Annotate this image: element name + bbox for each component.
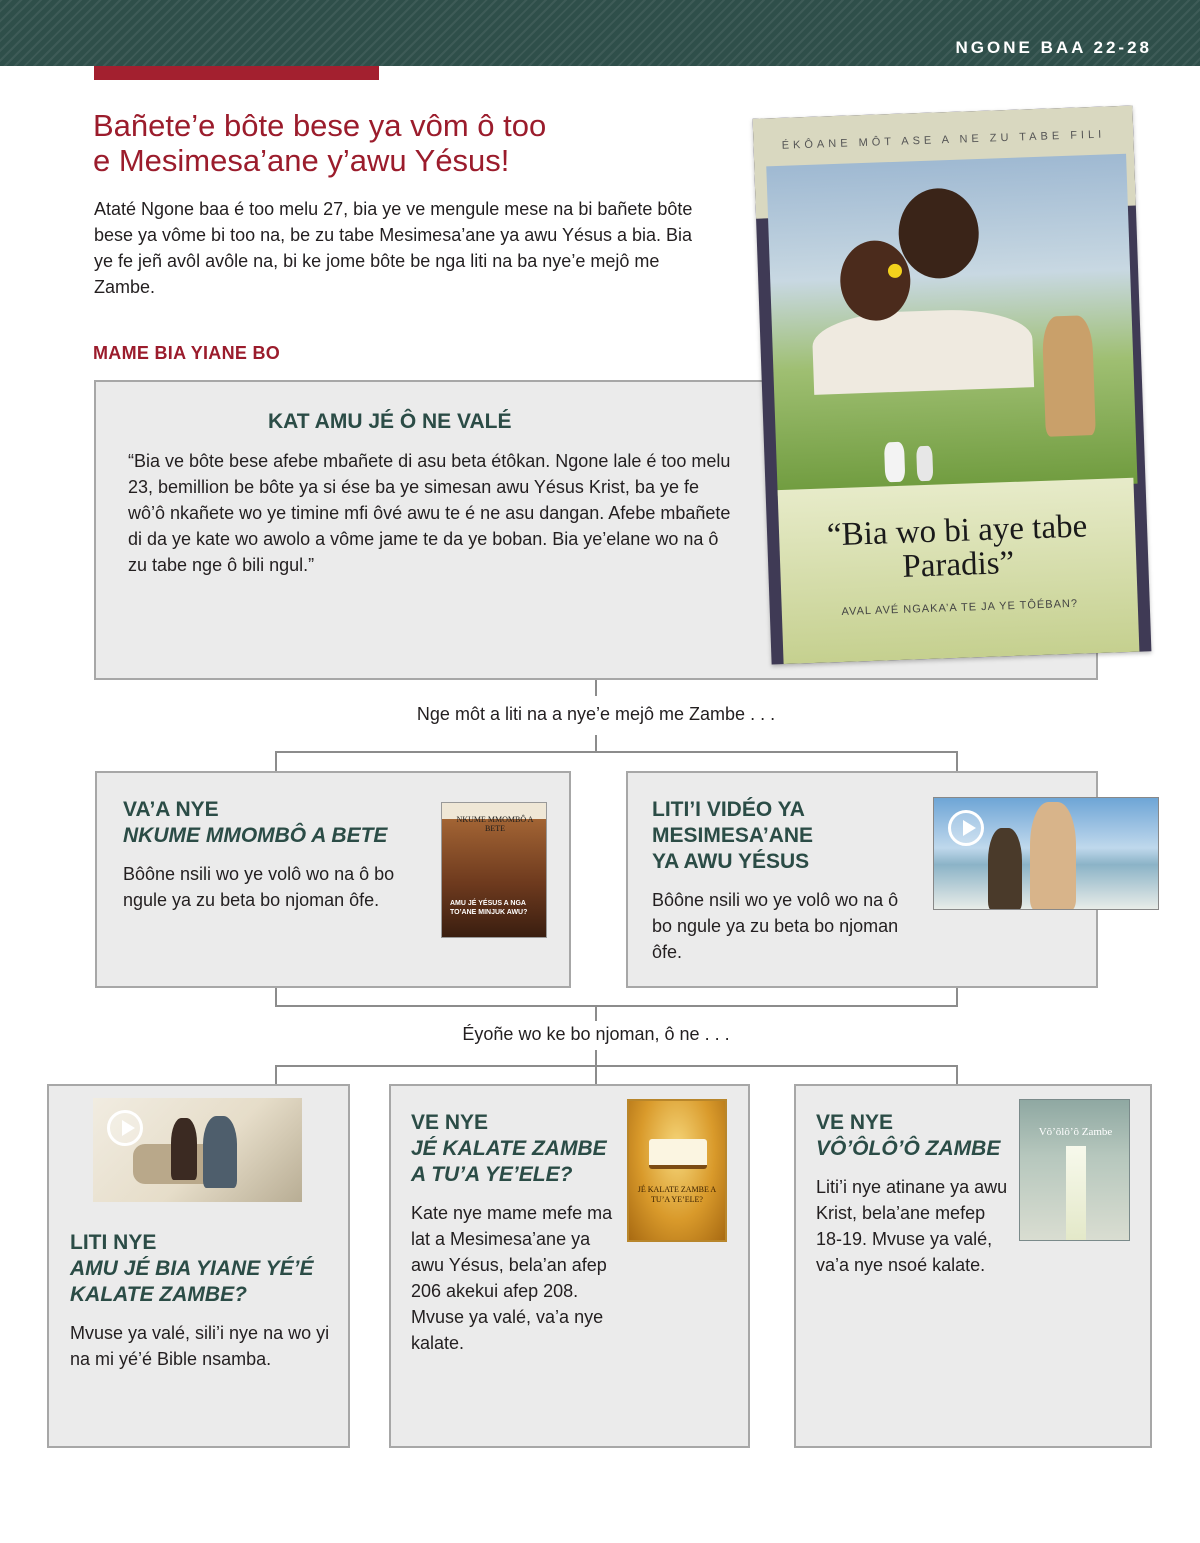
book-cover[interactable] bbox=[627, 1099, 727, 1242]
connector-line bbox=[595, 1065, 597, 1085]
brochure-cover[interactable] bbox=[753, 106, 1152, 665]
connector-line bbox=[275, 1065, 277, 1085]
brochure-title-line2: Paradis” bbox=[901, 544, 1015, 585]
book-cover-title: JÉ KALATE ZAMBE A TU’A YE’ELE? bbox=[637, 1185, 717, 1204]
card-book-heading bbox=[411, 1110, 626, 1188]
video-thumbnail-man bbox=[203, 1116, 237, 1188]
header-band bbox=[0, 0, 1200, 66]
connector-line bbox=[956, 751, 958, 772]
brochure-photo-man bbox=[897, 187, 980, 280]
connector-line bbox=[275, 988, 277, 1006]
step-caption-1: Nge môt a liti na a nye’e mejô me Zambe . . . bbox=[416, 704, 776, 724]
card-book-heading-line2: JÉ KALATE ZAMBE bbox=[411, 1137, 607, 1160]
play-icon[interactable] bbox=[948, 810, 984, 846]
connector-line bbox=[956, 1065, 958, 1085]
video-thumbnail-man bbox=[988, 828, 1022, 910]
connector-line bbox=[956, 988, 958, 1006]
play-icon[interactable] bbox=[107, 1110, 143, 1146]
magazine-cover[interactable] bbox=[441, 802, 547, 938]
step-caption-2: Éyoñe wo ke bo njoman, ô ne . . . bbox=[462, 1024, 730, 1044]
accent-tab bbox=[94, 66, 379, 80]
brochure-title bbox=[779, 508, 1137, 588]
card-book-heading-line1: VE NYE bbox=[411, 1111, 489, 1134]
card-bible-video-heading-line1: LITI NYE bbox=[70, 1231, 157, 1254]
card-bible-video-text: Mvuse ya valé, sili’i nye na wo yi na mi yé’é Bible nsamba. bbox=[70, 1323, 330, 1369]
card-word-heading-line1: VE NYE bbox=[816, 1111, 894, 1134]
open-book-icon bbox=[649, 1139, 707, 1169]
connector-line bbox=[275, 751, 958, 753]
card-magazine-heading-line2: NKUME MMOMBÔ A BETE bbox=[123, 824, 388, 847]
brochure-title-panel bbox=[778, 478, 1140, 664]
card-bible-video-heading bbox=[70, 1230, 340, 1308]
brochure-photo-child bbox=[916, 446, 933, 482]
card-book-text: Kate nye mame mefe ma lat a Mesimesa’ane ya awu Yésus, bela’an afep 206 akekui afep 208. Mvuse ya valé, va’a nye kalate. bbox=[411, 1203, 613, 1353]
quote-text: “Bia ve bôte bese afebe mbañete di asu beta étôkan. Ngone lale é too melu 23, bemillion be bôte ya si ése ba ye simesan awu Yésus Krist, ba ye fe wô’ô nkañete wo ye timine mfi ôvé awu te é ne asu dangan. Afebe mbañete di da ye kate wo awolo a vôme jame te da ye boban. Bia ye’elane wo na ô zu tabe nge ô bili ngul.” bbox=[128, 451, 731, 575]
word-cover-title: Vô’ôlô’ô Zambe bbox=[1038, 1126, 1113, 1138]
horse-icon bbox=[884, 442, 905, 483]
card-book-heading-line3: A TU’A YE’ELE? bbox=[411, 1163, 573, 1186]
brochure-photo bbox=[766, 154, 1137, 496]
connector-line bbox=[595, 1005, 597, 1021]
connector-line bbox=[595, 1050, 597, 1066]
quote-title: KAT AMU JÉ Ô NE VALÉ bbox=[268, 410, 512, 433]
card-magazine-heading-line1: VA’A NYE bbox=[123, 798, 219, 821]
brochure-photo-person bbox=[1042, 315, 1096, 437]
section-heading: MAME BIA YIANE BO bbox=[93, 343, 281, 363]
card-magazine-text: Bôône nsili wo ye volô wo na ô bo ngule ya zu beta bo njoman ôfe. bbox=[123, 864, 395, 910]
video-thumbnail-woman bbox=[171, 1118, 197, 1180]
article-title-line1: Bañete’e bôte bese ya vôm ô too bbox=[93, 108, 547, 143]
word-cover[interactable] bbox=[1019, 1099, 1130, 1241]
card-memorial-video-text: Bôône nsili wo ye volô wo na ô bo ngule ya zu beta bo njoman ôfe. bbox=[652, 890, 899, 962]
brochure-title-line1: “Bia wo bi aye tabe bbox=[826, 508, 1088, 554]
card-word-heading-line2: VÔ’ÔLÔ’Ô ZAMBE bbox=[816, 1137, 1001, 1160]
connector-line bbox=[275, 1005, 958, 1007]
magazine-cover-title: NKUME MMOMBÔ A BETE bbox=[456, 815, 534, 833]
connector-line bbox=[275, 1065, 958, 1067]
card-memorial-video-heading-line1: LITI’I VIDÉO YA bbox=[652, 798, 805, 821]
card-word-text: Liti’i nye atinane ya awu Krist, bela’ane mefep 18-19. Mvuse ya valé, va’a nye nsoé kalate. bbox=[816, 1177, 1008, 1275]
connector-line bbox=[595, 680, 597, 696]
brochure-photo-woman bbox=[839, 239, 912, 321]
bible-video-thumbnail[interactable] bbox=[93, 1098, 302, 1202]
magazine-cover-caption: AMU JÉ YÉSUS A NGA TO’ANE MINJUK AWU? bbox=[450, 900, 528, 916]
connector-line bbox=[595, 735, 597, 751]
article-title bbox=[93, 108, 713, 178]
card-magazine-heading bbox=[123, 797, 423, 849]
article-title-line2: e Mesimesa’ane y’awu Yésus! bbox=[93, 143, 510, 178]
intro-paragraph: Ataté Ngone baa é too melu 27, bia ye ve mengule mese na bi bañete bôte bese ya vôme bi too na, be zu tabe Mesimesa’ane ya awu Yésus a bia. Bia ye fe jeñ avôl avôle na, bi ke jome bôte be nga liti na ba nye’e mejô me Zambe. bbox=[94, 199, 693, 297]
card-memorial-video-heading-line3: YA AWU YÉSUS bbox=[652, 850, 810, 873]
card-memorial-video-heading-line2: MESIMESA’ANE bbox=[652, 824, 814, 847]
word-cover-path bbox=[1066, 1146, 1086, 1241]
memorial-video-thumbnail[interactable] bbox=[933, 797, 1159, 910]
card-memorial-video-heading bbox=[652, 797, 942, 875]
card-word-heading bbox=[816, 1110, 1021, 1162]
page-reference: NGONE BAA 22-28 bbox=[955, 38, 1152, 57]
brochure-small-title: ÉKÔANE MÔT ASE A NE ZU TABE FILI bbox=[781, 128, 1106, 152]
brochure-photo-shirt bbox=[811, 307, 1034, 395]
video-thumbnail-woman bbox=[1030, 802, 1076, 910]
card-bible-video-heading-line3: KALATE ZAMBE? bbox=[70, 1283, 247, 1306]
brochure-subtitle: AVAL AVÉ NGAKA’A TE JA YE TÔÉBAN? bbox=[841, 597, 1079, 618]
card-bible-video-heading-line2: AMU JÉ BIA YIANE YÉ’É bbox=[70, 1257, 314, 1280]
connector-line bbox=[275, 751, 277, 772]
